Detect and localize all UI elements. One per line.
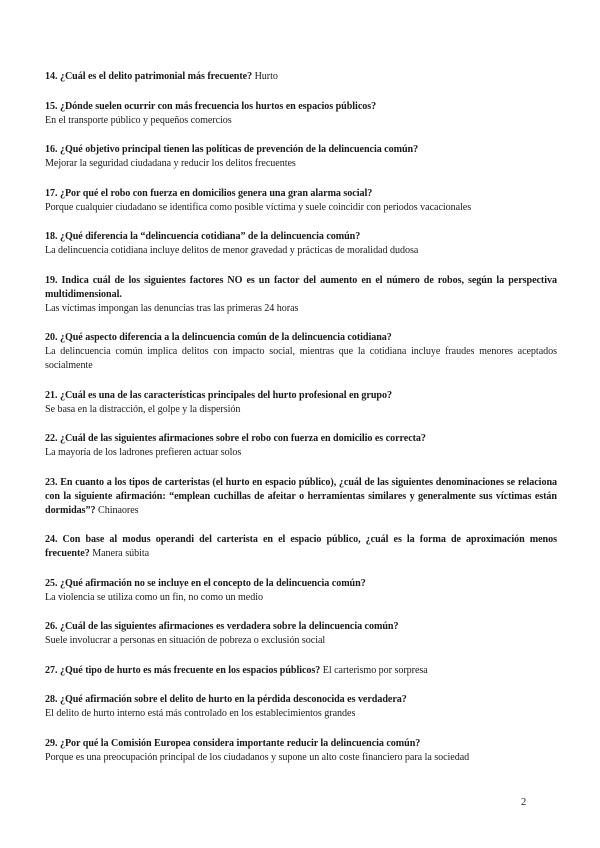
answer-text: El delito de hurto interno está más controlado en los establecimientos grandes xyxy=(45,708,356,719)
question-text xyxy=(45,533,557,561)
answer-text: Las víctimas impongan las denuncias tras las primeras 24 horas xyxy=(45,302,299,314)
question-label: 23. En cuanto a los tipos de carteristas (el hurto en espacio público), ¿cuál de las siguientes denominaciones se relaciona con la siguiente afirmación: “emplean cuchillas de afeitar o herramientas similares y generalmente sus víctimas están dormidas”? xyxy=(45,476,557,516)
question-text: 28. ¿Qué afirmación sobre el delito de hurto en la pérdida desconocida es verdadera? xyxy=(45,694,407,705)
page-number: 2 xyxy=(521,797,527,808)
question-item xyxy=(45,693,557,721)
answer-text: La violencia se utiliza como un fin, no como un medio xyxy=(45,591,263,603)
answer-text: En el transporte público y pequeños comercios xyxy=(45,114,232,126)
question-text: 17. ¿Por qué el robo con fuerza en domicilios genera una gran alarma social? xyxy=(45,187,373,199)
question-item xyxy=(45,533,557,561)
question-text: 16. ¿Qué objetivo principal tienen las políticas de prevención de la delincuencia común? xyxy=(45,144,419,155)
answer-text: Porque es una preocupación principal de los ciudadanos y supone un alto coste financiero para la sociedad xyxy=(45,751,470,763)
answer-text: Hurto xyxy=(254,71,278,82)
question-label: 14. ¿Cuál es el delito patrimonial más frecuente? xyxy=(45,71,253,82)
question-item xyxy=(45,230,557,258)
answer-text: La delincuencia cotidiana incluye delitos de menor gravedad y prácticas de moralidad dudosa xyxy=(45,245,419,256)
question-item xyxy=(45,389,557,417)
question-text: 15. ¿Dónde suelen ocurrir con más frecuencia los hurtos en espacios públicos? xyxy=(45,100,377,112)
question-text: 22. ¿Cuál de las siguientes afirmaciones sobre el robo con fuerza en domicilio es correcta? xyxy=(45,433,426,444)
question-item xyxy=(45,432,557,460)
answer-text: La delincuencia común implica delitos con impacto social, mientras que la cotidiana incluye fraudes menores aceptados socialmente xyxy=(45,346,557,371)
document-page xyxy=(45,70,557,780)
question-text: 19. Indica cuál de los siguientes factores NO es un factor del aumento en el número de robos, según la perspectiva multidimensional. xyxy=(45,274,557,300)
question-text: 20. ¿Qué aspecto diferencia a la delincuencia común de la delincuencia cotidiana? xyxy=(45,332,392,343)
question-label: 27. ¿Qué tipo de hurto es más frecuente en los espacios públicos? xyxy=(45,664,321,676)
answer-text: Chinaores xyxy=(98,504,139,516)
question-item xyxy=(45,143,557,171)
question-item xyxy=(45,70,557,84)
question-text: 25. ¿Qué afirmación no se incluye en el concepto de la delincuencia común? xyxy=(45,577,366,589)
question-item xyxy=(45,577,557,605)
answer-text: Porque cualquier ciudadano se identifica como posible víctima y suele coincidir con periodos vacacionales xyxy=(45,201,472,213)
answer-text: Manera súbita xyxy=(92,548,150,559)
answer-text: La mayoría de los ladrones prefieren actuar solos xyxy=(45,447,242,458)
question-item xyxy=(45,476,557,518)
question-item xyxy=(45,331,557,373)
question-item xyxy=(45,100,557,128)
question-item xyxy=(45,737,557,765)
question-text: 21. ¿Cuál es una de las características principales del hurto profesional en grupo? xyxy=(45,389,392,401)
answer-text: Suele involucrar a personas en situación de pobreza o exclusión social xyxy=(45,635,326,646)
question-text: 18. ¿Qué diferencia la “delincuencia cotidiana” de la delincuencia común? xyxy=(45,231,361,242)
answer-text: Se basa en la distracción, el golpe y la dispersión xyxy=(45,403,241,415)
question-text xyxy=(45,70,557,84)
answer-text: Mejorar la seguridad ciudadana y reducir los delitos frecuentes xyxy=(45,158,296,169)
question-item xyxy=(45,664,557,678)
question-text xyxy=(45,664,557,678)
answer-text: El carterismo por sorpresa xyxy=(322,664,428,676)
question-item xyxy=(45,187,557,215)
question-label: 24. Con base al modus operandi del carterista en el espacio público, ¿cuál es la forma de aproximación menos frecuente? xyxy=(45,534,557,559)
question-item xyxy=(45,620,557,648)
question-text: 29. ¿Por qué la Comisión Europea considera importante reducir la delincuencia común? xyxy=(45,737,421,749)
question-text: 26. ¿Cuál de las siguientes afirmaciones es verdadera sobre la delincuencia común? xyxy=(45,621,399,632)
question-text xyxy=(45,476,557,518)
question-item xyxy=(45,274,557,316)
